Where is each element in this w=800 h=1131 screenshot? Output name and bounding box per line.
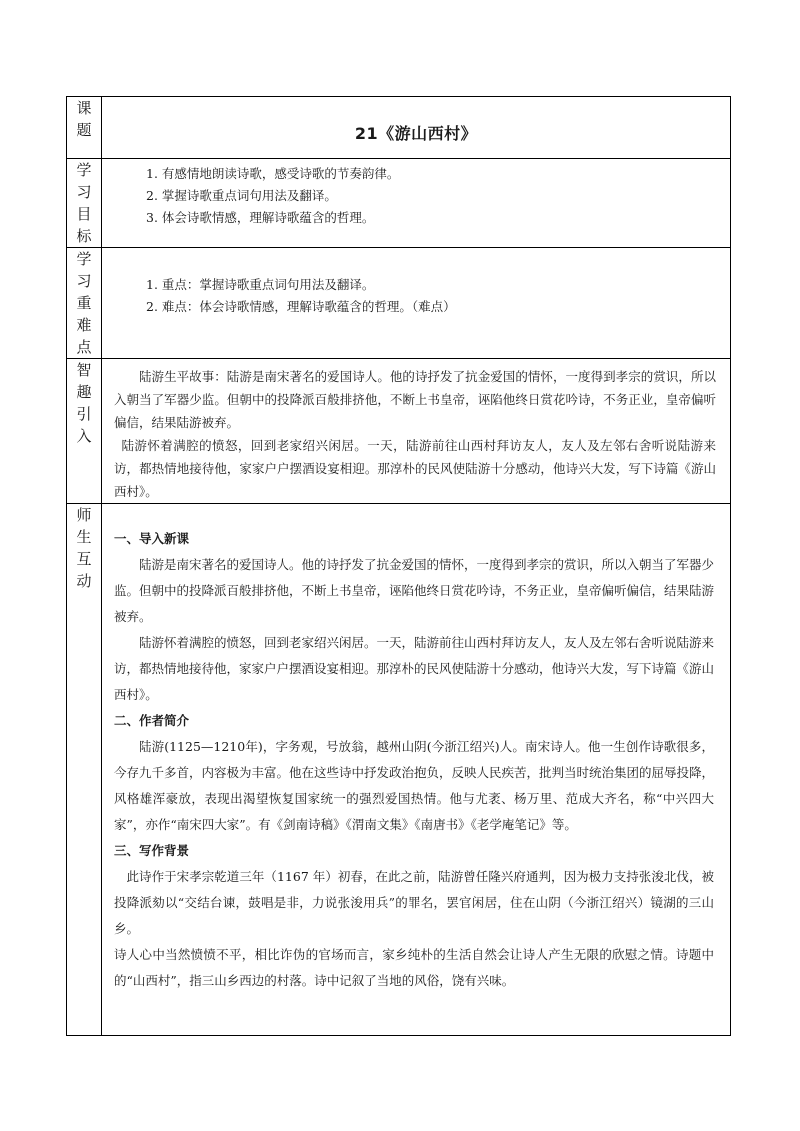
lesson-plan-table [66,96,731,1036]
intro-paragraph: 陆游怀着满腔的愤怒，回到老家绍兴闲居。一天，陆游前往山西村拜访友人，友人及左邻右舍听说陆游来访，都热情地接待他，家家户户摆酒设宴相迎。那淳朴的民风使陆游十分感动，他诗兴大发，写下诗篇《游山西村》。 [114,438,716,499]
objectives-content-cell [102,159,731,248]
section-paragraph: 诗人心中当然愤愤不平，相比诈伪的官场而言，家乡纯朴的生活自然会让诗人产生无限的欣慰之情。诗题中的“山西村”，指三山乡西边的村落。诗中记叙了当地的风俗，饶有兴味。 [114,947,714,988]
interaction-label: 师生互动 [76,506,92,590]
interaction-label-cell [67,504,102,1036]
interaction-content-cell [102,504,731,1036]
intro-text [102,359,730,503]
objective-item: 3. 体会诗歌情感，理解诗歌蕴含的哲理。 [146,210,375,225]
key-points-label: 学习重难点 [76,250,92,356]
topic-label: 课题 [76,99,92,139]
topic-row [67,97,731,159]
objectives-row [67,159,731,248]
key-point-item: 2. 难点：体会诗歌情感，理解诗歌蕴含的哲理。（难点） [146,299,456,314]
intro-paragraph: 陆游生平故事：陆游是南宋著名的爱国诗人。他的诗抒发了抗金爱国的情怀，一度得到孝宗的赏识，所以入朝当了军器少监。但朝中的投降派百般排挤他，不断上书皇帝，诬陷他终日赏花吟诗，不务正业，皇帝偏听偏信，结果陆游被弃。 [114,369,716,430]
topic-content-cell [102,97,731,159]
interaction-text [102,504,730,994]
interaction-row [67,504,731,1036]
lesson-title: 21《游山西村》 [354,124,478,143]
intro-content-cell [102,359,731,504]
objectives-label: 学习目标 [76,161,92,245]
key-points-content-cell [102,248,731,359]
intro-row [67,359,731,504]
key-points-label-cell [67,248,102,359]
key-points-row [67,248,731,359]
topic-label-cell [67,97,102,159]
section-paragraph: 陆游是南宋著名的爱国诗人。他的诗抒发了抗金爱国的情怀，一度得到孝宗的赏识，所以入朝当了军器少监。但朝中的投降派百般排挤他，不断上书皇帝，诬陷他终日赏花吟诗，不务正业，皇帝偏听偏信，结果陆游被弃。 [114,557,715,624]
section-paragraph: 此诗作于宋孝宗乾道三年（1167 年）初春，在此之前，陆游曾任隆兴府通判，因为极力支持张浚北伐，被投降派劾以“交结台谏，鼓唱是非，力说张浚用兵”的罪名，罢官闲居，住在山阴（今浙江绍兴）镜湖的三山乡。 [114,869,714,936]
section-heading: 二、作者简介 [114,713,190,728]
objective-item: 2. 掌握诗歌重点词句用法及翻译。 [146,188,337,203]
section-paragraph: 陆游(1125—1210年)，字务观，号放翁，越州山阴(今浙江绍兴)人。南宋诗人。他一生创作诗歌很多，今存九千多首，内容极为丰富。他在这些诗中抒发政治抱负，反映人民疾苦，批判当时统治集团的屈辱投降，风格雄浑豪放，表现出渴望恢复国家统一的强烈爱国热情。他与尤袤、杨万里、范成大齐名，称“中兴四大家”，亦作“南宋四大家”。有《剑南诗稿》《渭南文集》《南唐书》《老学庵笔记》等。 [114,739,715,832]
key-points-list [102,248,730,318]
intro-label: 智趣引入 [76,361,92,445]
section-heading: 一、导入新课 [114,531,190,546]
intro-label-cell [67,359,102,504]
key-point-item: 1. 重点：掌握诗歌重点词句用法及翻译。 [146,277,375,292]
objectives-list [102,159,730,229]
section-paragraph: 陆游怀着满腔的愤怒，回到老家绍兴闲居。一天，陆游前往山西村拜访友人，友人及左邻右舍听说陆游来访，都热情地接待他，家家户户摆酒设宴相迎。那淳朴的民风使陆游十分感动，他诗兴大发，写下诗篇《游山西村》。 [114,635,715,702]
section-heading: 三、写作背景 [114,843,190,858]
objectives-label-cell [67,159,102,248]
objective-item: 1. 有感情地朗读诗歌，感受诗歌的节奏韵律。 [146,166,400,181]
